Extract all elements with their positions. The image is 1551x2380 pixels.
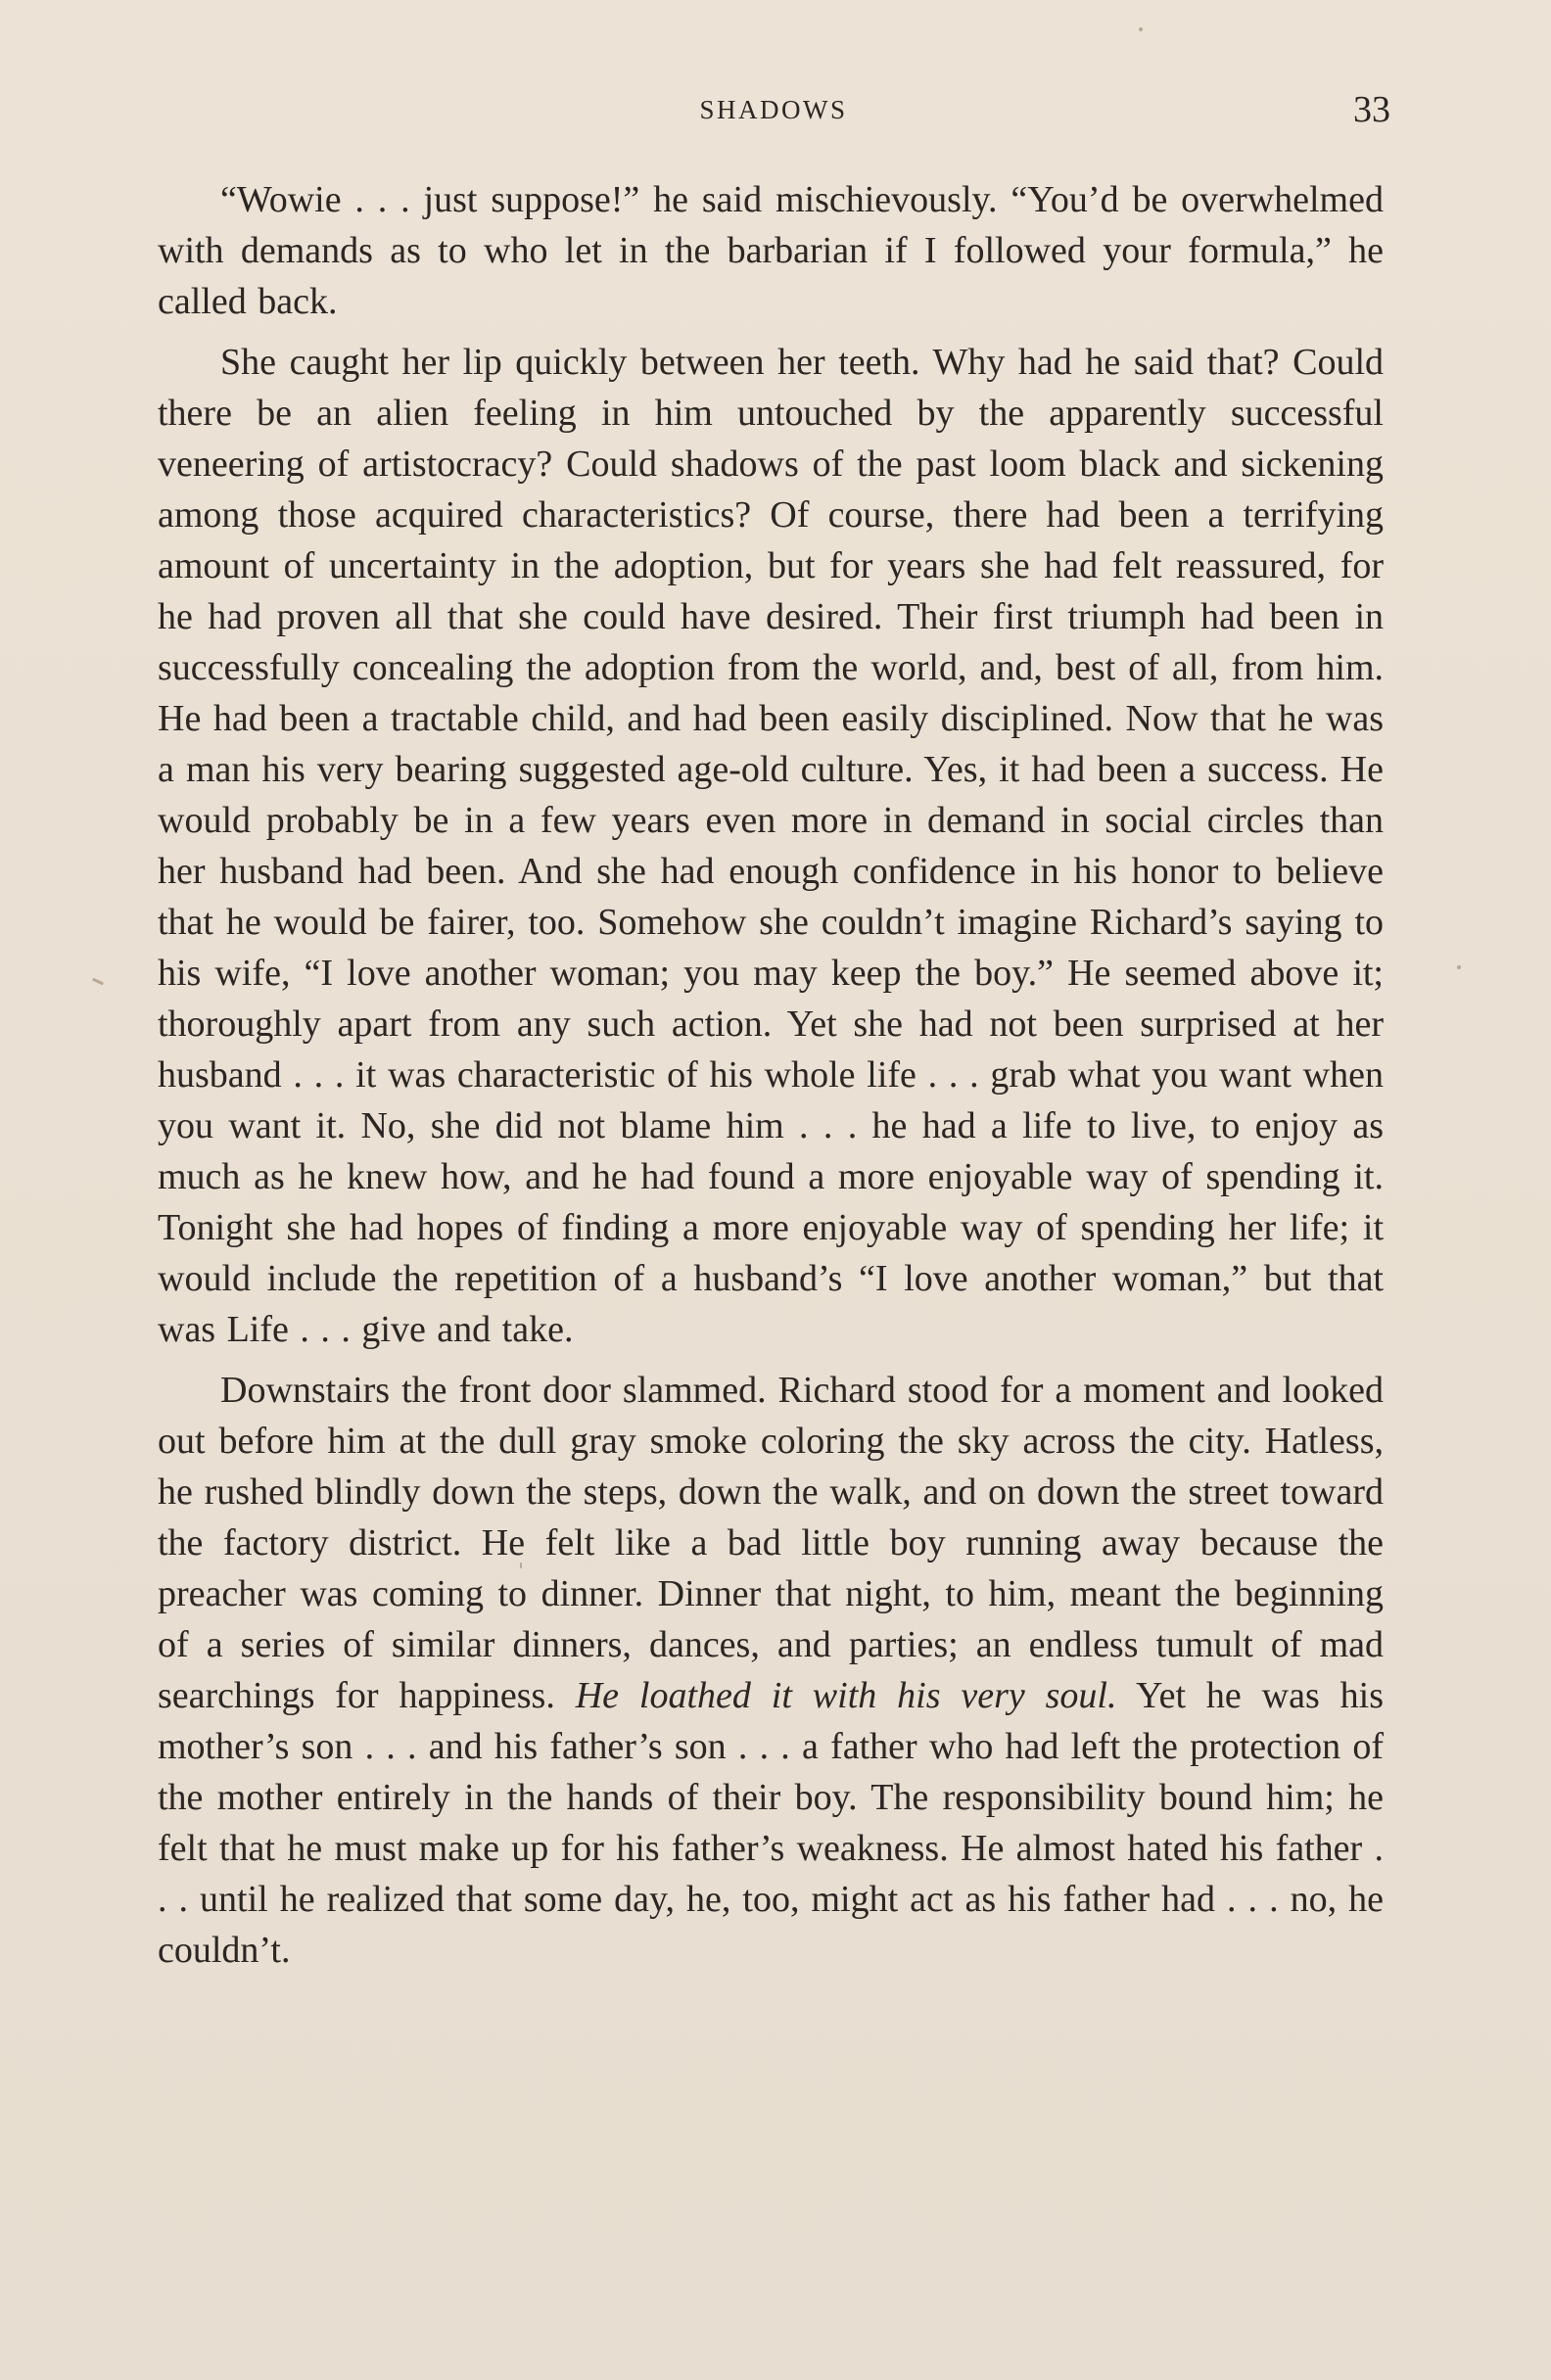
page-number: 33 [1353, 89, 1390, 130]
running-title: SHADOWS [699, 95, 848, 124]
paragraph-3-text-end: Yet he was his mother’s son . . . and his father’s son . . . a father who had left the protection of the mother entirely in the hands of their boy. The responsibility bound him; he felt that he must make up for his father’s weakness. He almost hated his father . . . until he realized that some day, he, too, might act as his father had . . . no, he couldn’t. [158, 1675, 1385, 1971]
paragraph-3-emphasis: He loathed it with his very soul. [575, 1675, 1117, 1716]
paper-speck [92, 978, 104, 986]
paper-speck [1457, 965, 1461, 969]
running-head [157, 90, 1390, 139]
paragraph-2-text: She caught her lip quickly between her teeth. Why had he said that? Could there be an alien feeling in him untouched by the apparently successful veneering of artistocracy? Could shadows of the past loom black and sickening among those acquired characteristics? Of course, there had been a terrifying amount of uncertainty in the adoption, but for years she had felt reassured, for he had proven all that she could have desired. Their first triumph had been in successfully concealing the adoption from the world, and, best of all, from him. He had been a tractable child, and had been easily disciplined. Now that he was a man his very bearing suggested age-old culture. Yes, it had been a success. He would probably be in a few years even more in demand in social circles than her husband had been. And she had enough confidence in his honor to believe that he would be fairer, too. Somehow she couldn’t imagine Richard’s saying to his wife, “I love another woman; you may keep the boy.” He seemed above it; thoroughly apart from any such action. Yet she had not been surprised at her husband . . . it was characteristic of his whole life . . . grab what you want when you want it. No, she did not blame him . . . he had a life to live, to enjoy as much as he knew how, and he had found a more enjoyable way of spending it. Tonight she had hopes of finding a more enjoyable way of spending her life; it would include the repetition of a husband’s “I love another woman,” but that was Life . . . give and take. [158, 342, 1384, 1350]
paragraph-3-text-start: Downstairs the front door slammed. Richard stood for a moment and looked out before him at the dull gray smoke coloring the sky across the city. Hatless, he rushed blindly down the steps, down the walk, and on down the street toward the factory district. He felt like a bad little boy running away because the preacher was coming to dinner. Dinner that night, to him, meant the beginning of a series of similar dinners, dances, and parties; an endless tumult of mad searchings for happiness. [158, 1370, 1384, 1716]
paper-speck [1139, 27, 1143, 31]
body-text [158, 174, 1384, 1976]
paragraph-2 [158, 337, 1384, 1355]
paragraph-1 [158, 174, 1384, 327]
paragraph-1-text: “Wowie . . . just suppose!” he said mischievously. “You’d be overwhelmed with demands as to who let in the barbarian if I followed your formula,” he called back. [158, 179, 1384, 322]
paragraph-3 [158, 1365, 1384, 1976]
